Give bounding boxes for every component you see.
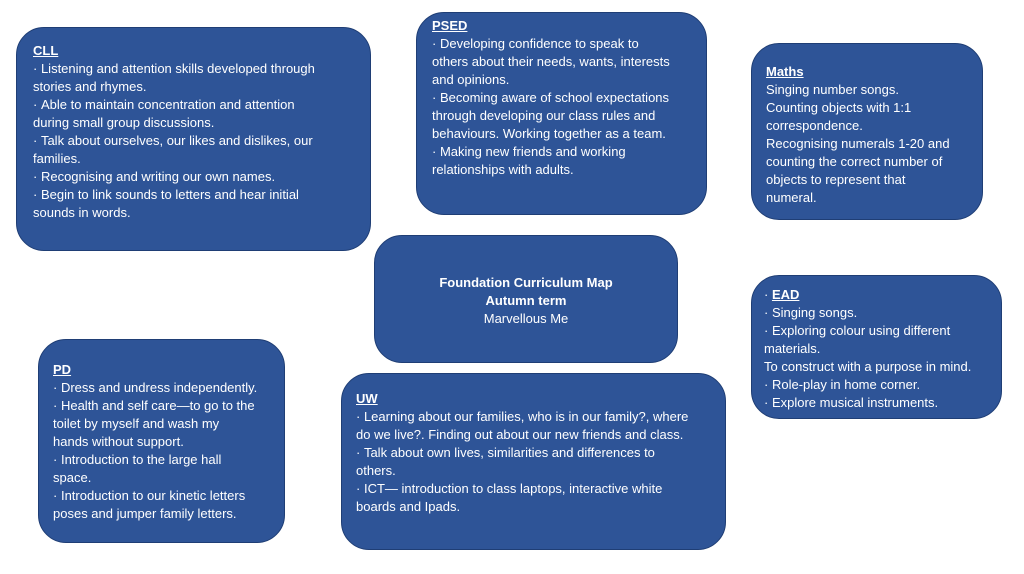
psed-box — [416, 12, 707, 215]
maths-line: Recognising numerals 1-20 and — [766, 136, 950, 151]
psed-line: · Becoming aware of school expectations — [432, 89, 696, 107]
psed-line: and opinions. — [432, 72, 510, 87]
psed-title: PSED — [432, 18, 468, 33]
uw-title: UW — [356, 391, 378, 406]
maths-title: Maths — [766, 64, 804, 79]
pd-line: · Introduction to our kinetic letters — [53, 487, 276, 505]
psed-line: others about their needs, wants, interests — [432, 54, 670, 69]
maths-line: Counting objects with 1:1 — [766, 100, 912, 115]
maths-line: counting the correct number of — [766, 154, 943, 169]
pd-title: PD — [53, 362, 72, 377]
uw-box — [341, 373, 726, 550]
uw-line: · Talk about own lives, similarities and differences to — [356, 444, 715, 462]
cll-line: stories and rhymes. — [33, 79, 147, 94]
cll-line: families. — [33, 151, 81, 166]
uw-line: do we live?. Finding out about our new friends and class. — [356, 427, 684, 442]
pd-line: poses and jumper family letters. — [53, 506, 237, 521]
maths-line: numeral. — [766, 190, 817, 205]
maths-line: objects to represent that — [766, 172, 906, 187]
term-heading: Autumn term — [485, 293, 567, 308]
cll-box — [16, 27, 371, 251]
ead-title-row — [764, 286, 993, 304]
ead-line: · Singing songs. — [764, 304, 993, 322]
maths-line: Singing number songs. — [766, 82, 899, 97]
ead-line: · Exploring colour using different — [764, 322, 993, 340]
uw-line: · ICT— introduction to class laptops, interactive white — [356, 480, 715, 498]
ead-line: To construct with a purpose in mind. — [764, 359, 972, 374]
pd-line: toilet by myself and wash my — [53, 416, 220, 431]
psed-line: through developing our class rules and — [432, 108, 656, 123]
psed-line: · Making new friends and working — [432, 143, 696, 161]
psed-line: behaviours. Working together as a team. — [432, 126, 666, 141]
ead-line: materials. — [764, 341, 821, 356]
pd-line: hands without support. — [53, 434, 184, 449]
cll-line: · Listening and attention skills developed through — [33, 60, 358, 78]
uw-line: boards and Ipads. — [356, 499, 461, 514]
cll-line: · Talk about ourselves, our likes and dislikes, our — [33, 132, 358, 150]
curriculum-map-title-box — [374, 235, 678, 363]
cll-line: · Begin to link sounds to letters and hear initial — [33, 186, 358, 204]
curriculum-map-heading: Foundation Curriculum Map — [439, 275, 613, 290]
ead-title: EAD — [771, 287, 800, 302]
uw-line: · Learning about our families, who is in our family?, where — [356, 408, 715, 426]
cll-line: · Recognising and writing our own names. — [33, 168, 358, 186]
cll-line: during small group discussions. — [33, 115, 215, 130]
pd-line: · Introduction to the large hall — [53, 451, 276, 469]
ead-line: · Role-play in home corner. — [764, 376, 993, 394]
cll-line: · Able to maintain concentration and attention — [33, 96, 358, 114]
pd-line: · Health and self care—to go to the — [53, 397, 276, 415]
pd-line: space. — [53, 470, 92, 485]
cll-line: sounds in words. — [33, 205, 131, 220]
psed-line: relationships with adults. — [432, 162, 574, 177]
maths-box — [751, 43, 983, 220]
ead-line: · Explore musical instruments. — [764, 394, 993, 412]
psed-line: · Developing confidence to speak to — [432, 35, 696, 53]
maths-line: correspondence. — [766, 118, 863, 133]
ead-title-bullet: · — [764, 287, 772, 302]
ead-box — [751, 275, 1002, 419]
pd-line: · Dress and undress independently. — [53, 379, 276, 397]
topic-name: Marvellous Me — [483, 311, 569, 326]
cll-title: CLL — [33, 43, 59, 58]
uw-line: others. — [356, 463, 396, 478]
pd-box — [38, 339, 285, 543]
